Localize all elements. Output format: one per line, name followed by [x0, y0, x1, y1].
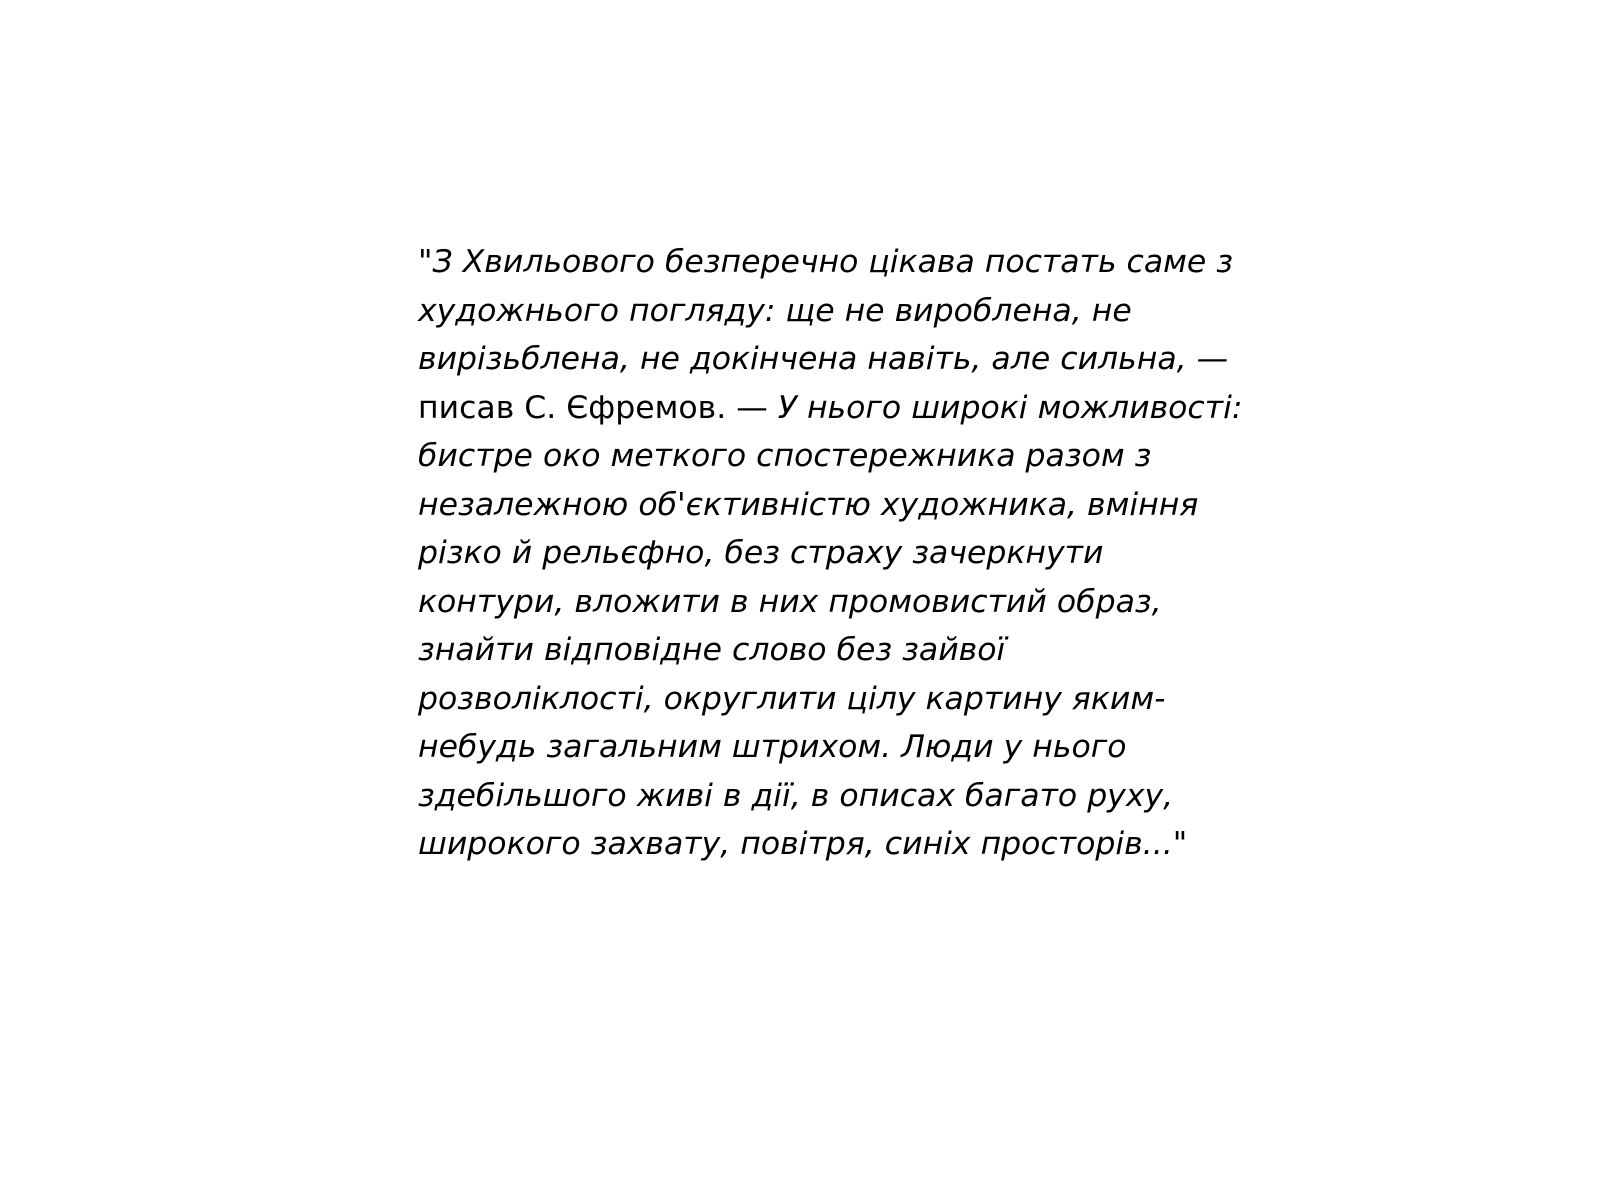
quote-text: контури, вложити в них промовистий образ,: [418, 583, 1162, 620]
quote-text: здебільшого живі в дії, в описах багато руху,: [418, 777, 1174, 814]
quote-text: художнього погляду: ще не вироблена, не: [418, 292, 1132, 329]
quote-line: [418, 384, 1318, 433]
quote-open-mark: ": [418, 244, 433, 280]
quote-line: [418, 529, 1318, 578]
quote-text: небудь загальним штрихом. Люди у нього: [418, 729, 1127, 765]
quote-line: [418, 626, 1318, 675]
quote-line: [418, 335, 1318, 384]
quote-line: [418, 675, 1318, 724]
quote-text: У нього широкі можливості:: [777, 389, 1243, 426]
quote-close-mark: ": [1172, 826, 1188, 862]
quote-text: вирізьблена, не докінчена навіть, але сильна, —: [418, 341, 1229, 377]
quote-line: [418, 772, 1318, 821]
quote-text: розволіклості, округлити цілу картину яким-: [418, 680, 1166, 717]
quote-line: [418, 287, 1318, 336]
quote-text: знайти відповідне слово без зайвої: [418, 632, 1006, 668]
quote-line: [418, 578, 1318, 627]
quote-block: [418, 238, 1318, 869]
quote-line: [418, 432, 1318, 481]
quote-text: З Хвильового безперечно цікава постать саме з: [432, 244, 1234, 280]
quote-line: [418, 820, 1318, 869]
quote-text: широкого захвату, повітря, синіх просторів...: [418, 826, 1173, 862]
quote-text: бистре око меткого спостережника разом з: [418, 438, 1152, 474]
quote-text: незалежною об'єктивністю художника, вміння: [418, 486, 1199, 523]
quote-line: [418, 238, 1318, 287]
quote-line: [418, 723, 1318, 772]
attribution-text: писав С. Єфремов. —: [418, 389, 778, 426]
quote-line: [418, 481, 1318, 530]
quote-text: різко й рельєфно, без страху зачеркнути: [418, 535, 1104, 571]
